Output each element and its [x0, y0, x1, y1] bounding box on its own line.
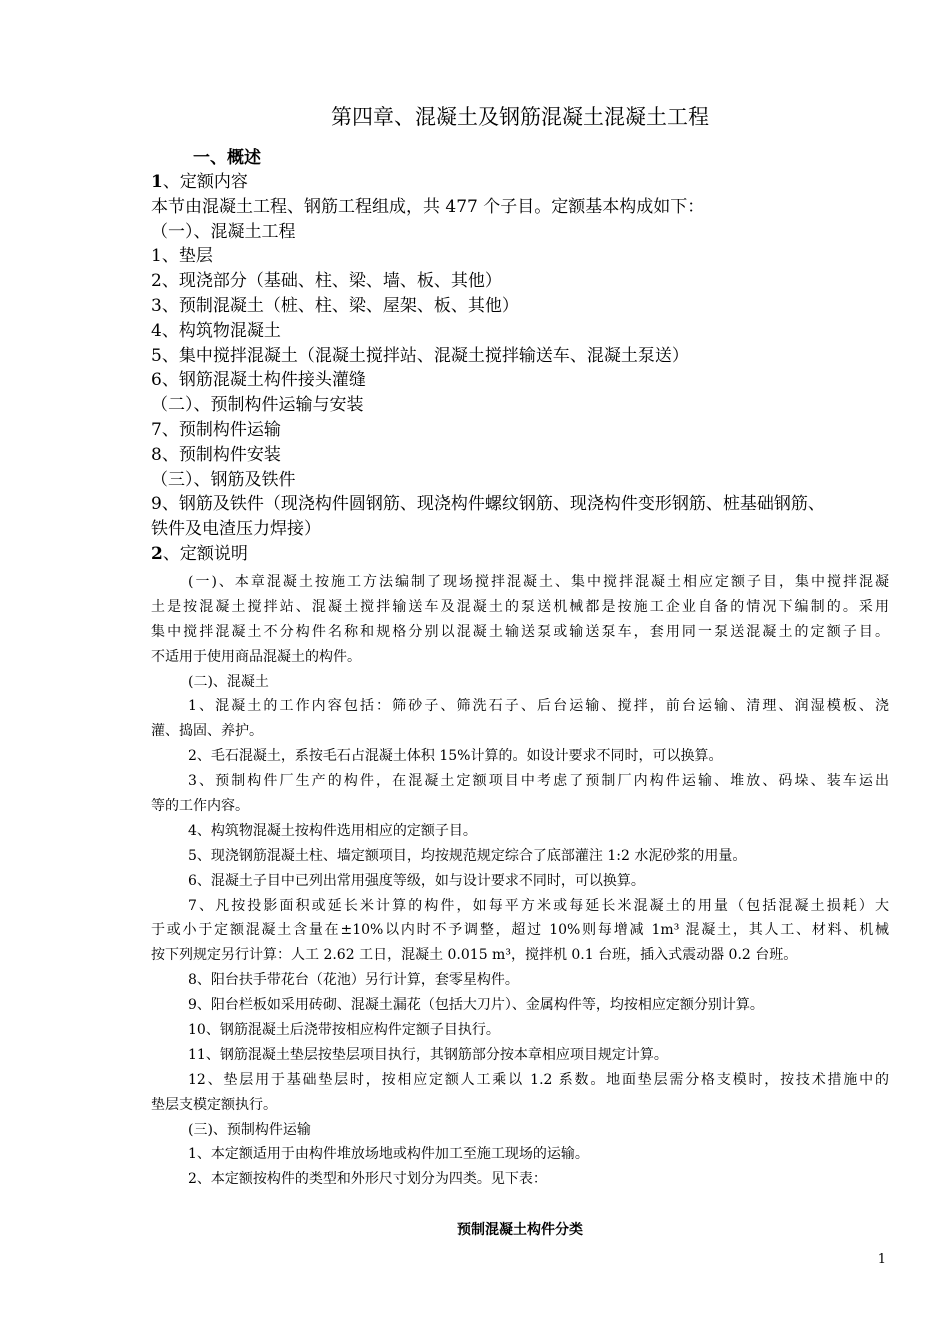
note-line: 等的工作内容。	[151, 798, 249, 815]
overview-line-text: 7、预制构件运输	[151, 419, 281, 440]
overview-line-number: 1	[151, 172, 163, 192]
note-line: 7、凡按投影面积或延长米计算的构件，如每平方米或每延长米混凝土的用量（包括混凝土损耗）大	[188, 897, 889, 914]
note-line: 1、本定额适用于由构件堆放场地或构件加工至施工现场的运输。	[188, 1146, 589, 1163]
note-line: 按下列规定另行计算：人工 2.62 工日，混凝土 0.015 m³，搅拌机 0.1 台班，插入式震动器 0.2 台班。	[151, 947, 798, 964]
overview-line-text: 8、预制构件安装	[151, 444, 281, 465]
overview-line	[151, 170, 891, 195]
overview-line	[151, 195, 891, 220]
overview-line-text: 9、钢筋及铁件（现浇构件圆钢筋、现浇构件螺纹钢筋、现浇构件变形钢筋、桩基础钢筋、	[151, 494, 825, 515]
overview-list	[151, 170, 891, 567]
overview-line	[151, 517, 891, 542]
note-line: 于或小于定额混凝土含量在±10%以内时不予调整，超过 10%则每增减 1m³ 混凝土，其人工、材料、机械	[151, 922, 889, 939]
chapter-title: 第四章、混凝土及钢筋混凝土混凝土工程	[331, 105, 709, 129]
note-line: 灌、捣固、养护。	[151, 723, 263, 740]
overview-line-text: 、定额内容	[162, 172, 248, 192]
note-line: 3、预制构件厂生产的构件，在混凝土定额项目中考虑了预制厂内构件运输、堆放、码垛、装车运出	[188, 773, 889, 790]
note-line: 6、混凝土子目中已列出常用强度等级，如与设计要求不同时，可以换算。	[188, 872, 645, 889]
notes-body	[151, 570, 889, 1192]
note-line: 垫层支模定额执行。	[151, 1096, 277, 1113]
note-line: 1、混凝土的工作内容包括：筛砂子、筛洗石子、后台运输、搅拌，前台运输、清理、润湿模板、浇	[188, 698, 889, 715]
overview-line	[151, 294, 891, 319]
overview-line-text: （二）、预制构件运输与安装	[151, 395, 364, 416]
overview-line	[151, 443, 891, 468]
overview-line-text: 6、钢筋混凝土构件接头灌缝	[151, 370, 366, 391]
section-heading: 一、概述	[193, 148, 261, 168]
overview-line	[151, 220, 891, 245]
note-line: (一)、本章混凝土按施工方法编制了现场搅拌混凝土、集中搅拌混凝土相应定额子目，集中搅拌混凝	[188, 574, 889, 590]
overview-line	[151, 344, 891, 369]
overview-line	[151, 542, 891, 567]
overview-line-text: （三）、钢筋及铁件	[151, 469, 296, 490]
note-line: 10、钢筋混凝土后浇带按相应构件定额子目执行。	[188, 1022, 500, 1039]
overview-line	[151, 468, 891, 493]
note-line: 8、阳台扶手带花台（花池）另行计算，套零星构件。	[188, 972, 519, 989]
note-line: 2、本定额按构件的类型和外形尺寸划分为四类。见下表：	[188, 1171, 547, 1188]
overview-line	[151, 269, 891, 294]
overview-line-text: 3、预制混凝土（桩、柱、梁、屋架、板、其他）	[151, 295, 519, 316]
overview-line-text: 5、集中搅拌混凝土（混凝土搅拌站、混凝土搅拌输送车、混凝土泵送）	[151, 345, 689, 366]
overview-line	[151, 418, 891, 443]
note-line: 11、钢筋混凝土垫层按垫层项目执行，其钢筋部分按本章相应项目规定计算。	[188, 1046, 668, 1063]
note-line: 不适用于使用商品混凝土的构件。	[151, 648, 361, 665]
overview-line-text: 1、垫层	[151, 246, 213, 267]
overview-line	[151, 319, 891, 344]
note-line: (二)、混凝土	[188, 673, 269, 690]
note-line: 集中搅拌混凝土不分构件名称和规格分别以混凝土输送泵或输送泵车，套用同一泵送混凝土的定额子目。	[151, 623, 889, 640]
note-line: 4、构筑物混凝土按构件选用相应的定额子目。	[188, 822, 477, 839]
overview-line-number: 2	[151, 543, 163, 564]
overview-line	[151, 368, 891, 393]
overview-line-text: 、定额说明	[162, 543, 248, 564]
overview-line-text: 本节由混凝土工程、钢筋工程组成，共 477 个子目。定额基本构成如下：	[151, 196, 705, 217]
overview-line-text: 4、构筑物混凝土	[151, 320, 281, 341]
page-number: 1	[877, 1252, 886, 1267]
note-line: (三)、预制构件运输	[188, 1121, 311, 1138]
overview-line-text: 铁件及电渣压力焊接）	[151, 519, 321, 540]
overview-line	[151, 492, 891, 517]
note-line: 12、垫层用于基础垫层时，按相应定额人工乘以 1.2 系数。地面垫层需分格支模时，按技术措施中的	[188, 1071, 889, 1088]
note-line: 5、现浇钢筋混凝土柱、墙定额项目，均按规范规定综合了底部灌注 1:2 水泥砂浆的用量。	[188, 847, 747, 864]
overview-line-text: （一）、混凝土工程	[151, 221, 296, 242]
table-caption: 预制混凝土构件分类	[457, 1222, 583, 1238]
overview-line	[151, 244, 891, 269]
note-line: 2、毛石混凝土，系按毛石占混凝土体积 15%计算的。如设计要求不同时，可以换算。	[188, 748, 723, 765]
note-line: 9、阳台栏板如采用砖砌、混凝土漏花（包括大刀片）、金属构件等，均按相应定额分别计算。	[188, 997, 764, 1014]
note-line: 土是按混凝土搅拌站、混凝土搅拌输送车及混凝土的泵送机械都是按施工企业自备的情况下编制的。采用	[151, 598, 889, 615]
overview-line	[151, 393, 891, 418]
overview-line-text: 2、现浇部分（基础、柱、梁、墙、板、其他）	[151, 271, 502, 292]
